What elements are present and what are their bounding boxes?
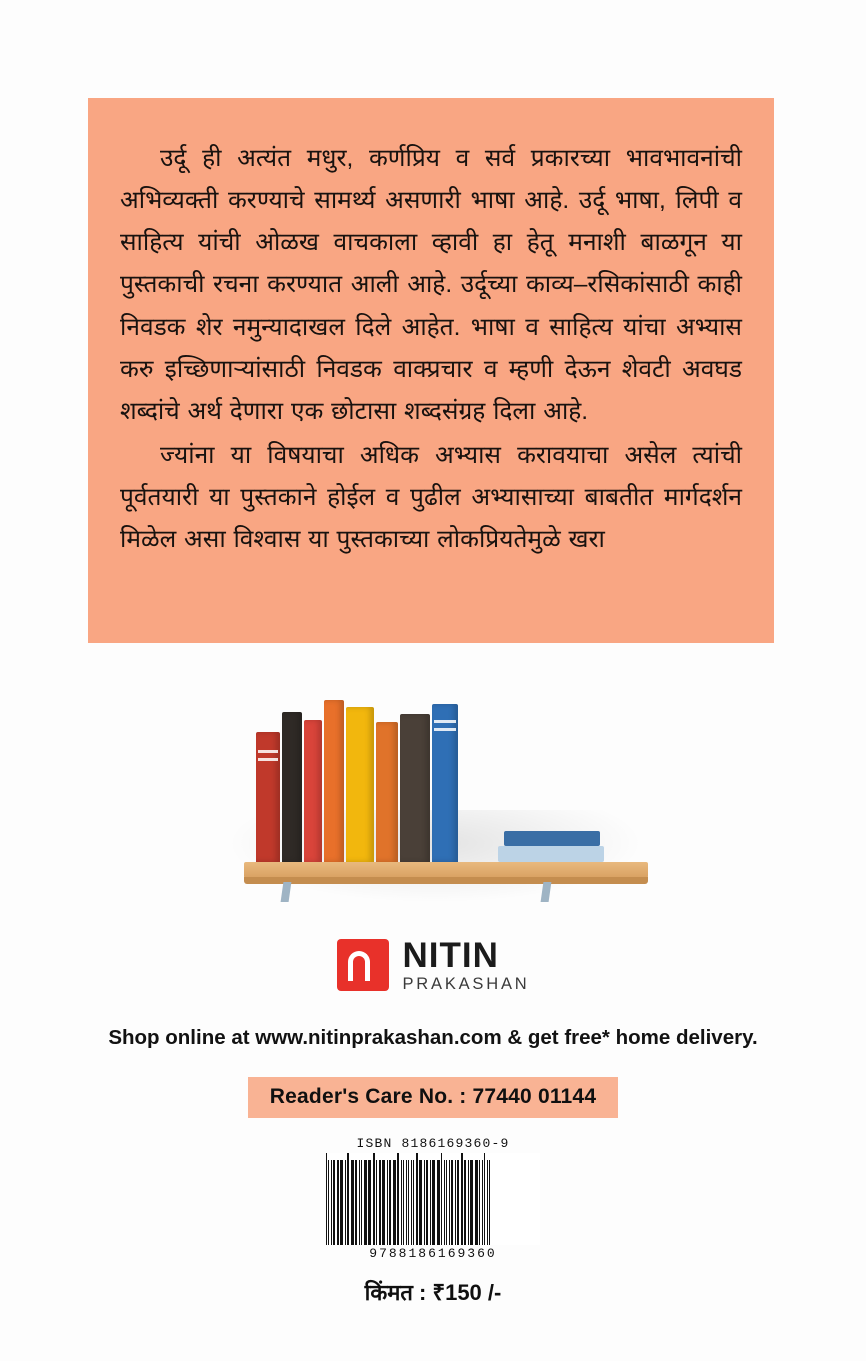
blurb-paragraph-2: ज्यांना या विषयाचा अधिक अभ्यास करावयाचा असेल त्यांची पूर्वतयारी या पुस्तकाने होईल व पुढील अभ्यासाच्या बाबतीत मार्गदर्शन मिळेल असा विश्वास या पुस्तकाच्या लोकप्रियतेमुळे खरा — [120, 441, 742, 554]
isbn-label: ISBN 8186169360-9 — [356, 1136, 510, 1151]
readers-care-number: Reader's Care No. : 77440 01144 — [248, 1077, 618, 1118]
shelf-plank — [244, 862, 648, 878]
blurb-paragraph-1: उर्दू ही अत्यंत मधुर, कर्णप्रिय व सर्व प्रकारच्या भावभावनांची अभिव्यक्ती करण्याचे सामर्थ्य असणारी भाषा आहे. उर्दू भाषा, लिपी व साहित्य यांची ओळख वाचकाला व्हावी हा हेतू मनाशी बाळगून या पुस्तकाची रचना करण्यात आली आहे. उर्दूच्या काव्य–रसिकांसाठी काही निवडक शेर नमुन्यादाखल दिले आहेत. भाषा व साहित्य यांचा अभ्यास करु इच्छिणाऱ्यांसाठी निवडक वाक्प्रचार व म्हणी देऊन शेवटी अवघड शब्दांचे अर्थ देणारा एक छोटासा शब्दसंग्रह दिला आहे. — [120, 145, 742, 425]
shop-prefix: Shop online at — [108, 1026, 256, 1049]
book-spine — [304, 720, 322, 862]
publisher-subtitle: PRAKASHAN — [402, 975, 530, 993]
barcode-image — [326, 1153, 540, 1245]
shop-suffix: & get free* home delivery. — [501, 1026, 758, 1049]
book-spine — [346, 707, 374, 862]
blurb-panel — [88, 98, 774, 643]
nitin-logo-icon — [337, 939, 389, 991]
publisher-logo — [0, 938, 866, 993]
shop-online-line — [0, 1026, 866, 1050]
readers-care-wrap — [0, 1077, 866, 1118]
book-spine — [256, 732, 280, 862]
barcode-block — [0, 1136, 866, 1307]
publisher-website[interactable]: www.nitinprakashan.com — [255, 1026, 502, 1049]
stacked-book — [498, 846, 604, 862]
stacked-book — [504, 831, 600, 846]
book-spine — [432, 704, 458, 862]
book-spine — [400, 714, 430, 862]
book-spine — [282, 712, 302, 862]
book-spine — [376, 722, 398, 862]
shelf-edge — [244, 877, 648, 884]
bookshelf-illustration — [212, 690, 662, 910]
publisher-name-block — [403, 938, 530, 993]
publisher-name: NITIN — [402, 936, 499, 975]
barcode-digits: 9788186169360 — [369, 1246, 497, 1261]
book-spine — [324, 700, 344, 862]
price-label: किंमत : ₹150 /- — [364, 1280, 502, 1305]
